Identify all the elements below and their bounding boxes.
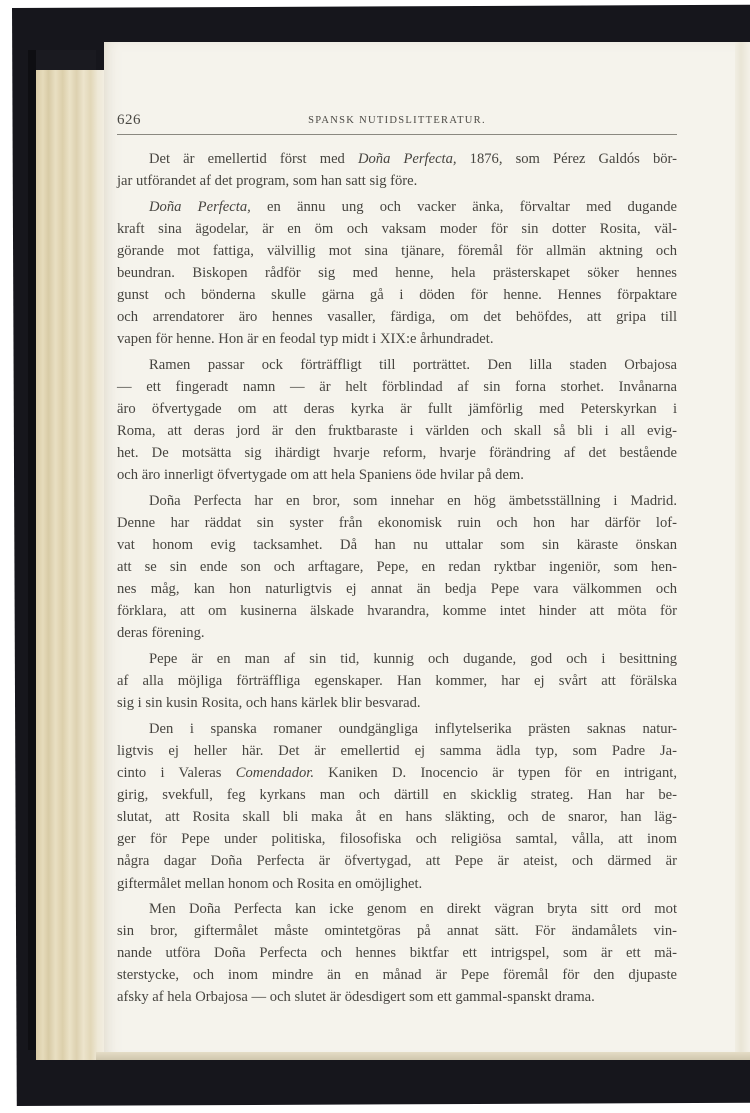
- binding-corner: [36, 50, 96, 72]
- page-number: 626: [117, 112, 141, 128]
- text-run: ger för Pepe under politiska, filosofiska och religiösa samtal, vålla, att inom: [117, 831, 677, 848]
- text-run: het. De motsätta sig ihärdigt hvarje reform, hvarje förändring af det bestående: [117, 445, 677, 462]
- text-run: giftermålet mellan honom och Rosita en omöjlighet.: [117, 875, 423, 892]
- text-line: [117, 420, 677, 442]
- text-run: Men Doña Perfecta kan icke genom en direkt vägran bryta sitt ord mot: [149, 901, 677, 918]
- text-line: [117, 920, 677, 942]
- text-run: vapen för henne. Hon är en feodal typ midt i XIX:e århundradet.: [117, 331, 494, 348]
- text-run: jar utförandet af det program, som han satt sig före.: [117, 173, 418, 190]
- text-run: Pepe är en man af sin tid, kunnig och dugande, god och i besittning: [149, 651, 677, 668]
- text-run: girig, svekfull, feg kyrkans man och därtill en skicklig strateg. Han har be-: [117, 787, 677, 804]
- page-bottom-edge: [96, 1052, 750, 1060]
- italic-title: Comendador.: [235, 765, 314, 782]
- text-run: cinto i Valeras: [117, 765, 236, 782]
- text-line: [117, 196, 677, 218]
- text-run: vat honom evig tacksamhet. Då han nu uttalar som sin käraste önskan: [117, 537, 677, 554]
- text-line: [117, 873, 677, 895]
- text-line: [117, 376, 677, 398]
- text-run: Ramen passar ock förträffligt till porträttet. Den lilla staden Orbajosa: [149, 356, 677, 373]
- text-run: 1876, som Pérez Galdós bör-: [456, 151, 677, 167]
- text-run: — ett fingeradt namn — är helt förblindad af sin forna storhet. Invånarna: [117, 378, 677, 395]
- text-run: af alla möjliga förträffliga egenskaper. Han kommer, har ej svårt att förälska: [117, 673, 677, 690]
- text-line: [117, 218, 677, 240]
- text-line: [117, 284, 677, 306]
- paragraph: [117, 648, 677, 714]
- text-run: slutat, att Rosita skall bli maka åt en hans släkting, och de snaror, han läg-: [117, 809, 677, 826]
- running-head: [117, 110, 677, 135]
- text-run: en ännu ung och vacker änka, förvaltar med dugande: [250, 198, 677, 215]
- text-run: kraft sina ägodelar, är en öm och vaksam moder för sin dotter Rosita, väl-: [117, 220, 677, 237]
- text-run: nes måg, kan hon naturligtvis ej annat än bedja Pepe vara välkommen och: [117, 581, 677, 598]
- text-line: [117, 806, 677, 828]
- running-title: SPANSK NUTIDSLITTERATUR.: [308, 115, 486, 126]
- text-run: ligtvis ej heller här. Det är emellertid ej samma ädla typ, som Padre Ja-: [117, 742, 677, 759]
- text-line: [117, 692, 677, 714]
- text-line: [117, 328, 677, 350]
- paragraph: [117, 898, 677, 1008]
- paragraph: [117, 148, 677, 192]
- text-run: sterstycke, och inom mindre än en månad är Pepe föremål för den djupaste: [117, 967, 677, 984]
- cover-inner-edge: [28, 50, 36, 1050]
- text-run: några dagar Doña Perfecta är öfvertygad, att Pepe är ateist, och därmed är: [117, 853, 677, 870]
- paragraph: [117, 490, 677, 645]
- text-run: beundran. Biskopen rådför sig med henne, hela prästerskapet söker hennes: [117, 264, 677, 281]
- text-line: [117, 464, 677, 486]
- text-run: och äro innerligt öfvertygade om att hela Spaniens öde hvilar på dem.: [117, 467, 524, 484]
- text-line: [117, 170, 677, 192]
- text-line: [117, 490, 677, 512]
- text-line: [117, 534, 677, 556]
- text-line: [117, 784, 677, 806]
- text-run: och arrendatorer äro hennes vasaller, färdiga, om det behöfdes, att gripa till: [117, 309, 677, 326]
- text-line: [117, 578, 677, 600]
- text-line: [117, 986, 677, 1008]
- text-run: Det är emellertid först med: [149, 151, 358, 167]
- text-run: Den i spanska romaner oundgängliga inflytelserika prästen saknas natur-: [149, 720, 677, 737]
- paragraph: [117, 718, 677, 895]
- text-line: [117, 600, 677, 622]
- text-line: [117, 148, 677, 170]
- text-run: nande utföra Doña Perfecta och hennes biktfar ett intrigspel, som är ett mä-: [117, 945, 677, 962]
- body-text: [117, 148, 677, 1012]
- italic-title: Doña Perfecta,: [357, 151, 457, 167]
- page-stack-edge: [36, 70, 106, 1060]
- text-line: [117, 762, 677, 784]
- text-run: Roma, att deras jord är den fruktbaraste i världen och skall så bli i all evig-: [117, 423, 677, 440]
- text-run: görande mot fattiga, välvillig mot sina tjänare, föremål för allmän aktning och: [117, 242, 677, 259]
- text-line: [117, 354, 677, 376]
- text-run: gunst och bönderna skulle gärna gå i döden för henne. Hennes förpaktare: [117, 287, 677, 304]
- paragraph: [117, 354, 677, 487]
- text-line: [117, 240, 677, 262]
- text-run: sig i sin kusin Rosita, och hans kärlek blir besvarad.: [117, 695, 421, 712]
- text-run: förklara, att om kusinerna älskade hvarandra, komme intet hinder att möta för: [117, 603, 677, 620]
- text-line: [117, 828, 677, 850]
- text-line: [117, 942, 677, 964]
- text-line: [117, 398, 677, 420]
- text-line: [117, 556, 677, 578]
- text-line: [117, 306, 677, 328]
- text-run: deras förening.: [117, 625, 205, 642]
- text-line: [117, 648, 677, 670]
- page-right-edge: [735, 42, 750, 1060]
- text-run: afsky af hela Orbajosa — och slutet är ödesdigert som ett gammal-spanskt drama.: [117, 989, 595, 1006]
- text-run: att se sin ende son och arftagare, Pepe, en redan ryktbar ingeniör, som hen-: [117, 559, 677, 576]
- text-line: [117, 740, 677, 762]
- text-run: Kaniken D. Inocencio är typen för en intrigant,: [314, 765, 677, 782]
- text-run: äro öfvertygade om att deras kyrka är fullt jämförlig med Peterskyrkan i: [117, 401, 677, 418]
- text-line: [117, 850, 677, 872]
- text-run: sin bror, giftermålet måste omintetgöras på annat sätt. För ändamålets vin-: [117, 923, 677, 940]
- text-line: [117, 898, 677, 920]
- italic-title: Doña Perfecta,: [149, 198, 251, 215]
- text-line: [117, 964, 677, 986]
- text-run: Doña Perfecta har en bror, som innehar en hög ämbetsställning i Madrid.: [149, 492, 677, 509]
- text-line: [117, 262, 677, 284]
- text-line: [117, 670, 677, 692]
- text-line: [117, 442, 677, 464]
- text-line: [117, 718, 677, 740]
- text-line: [117, 512, 677, 534]
- paragraph: [117, 196, 677, 351]
- text-line: [117, 622, 677, 644]
- text-run: Denne har räddat sin syster från ekonomisk ruin och hon har därför lof-: [117, 515, 677, 531]
